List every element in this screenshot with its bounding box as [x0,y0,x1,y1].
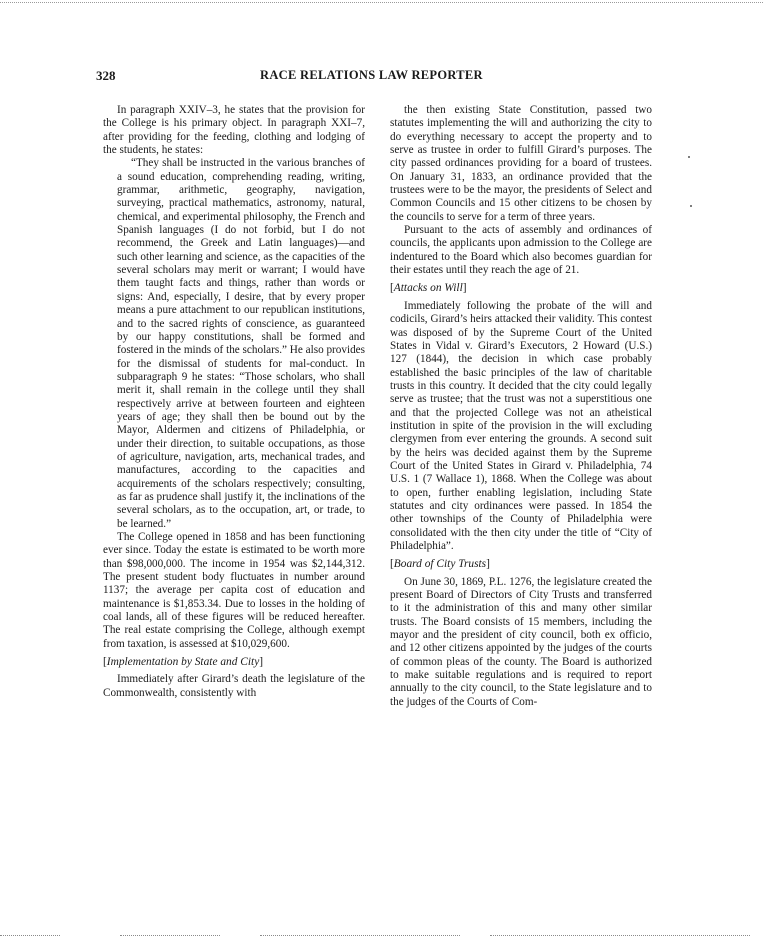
right-column [390,104,652,709]
paragraph: the then existing State Constitution, passed two statutes implementing the will and authorizing the city to do everything necessary to accept the property and to serve as trustee in order to fulfill Girard’s purposes. The city passed ordinances providing for a board of trustees. On January 31, 1833, an ordinance provided that the trustees were to be the mayor, the presidents of Select and Common Councils and 15 other citizens to be chosen by the councils to serve for a term of three years. [390,104,652,223]
paragraph: The College opened in 1858 and has been functioning ever since. Today the estate is estimated to be worth more than $98,000,000. The income in 1954 was $2,144,312. The present student body fluctuates in number around 1137; the average per capita cost of education and maintenance is $1,853.34. Due to losses in the holding of coal lands, all of these figures will be reduced hereafter. The real estate comprising the College, although exempt from taxation, is assessed at $10,029,600. [103,531,365,650]
bottom-scan-line [490,935,750,936]
section-heading: [Board of City Trusts] [390,558,490,571]
page-number: 328 [96,68,116,83]
section-heading-text: Attacks on Will [393,282,463,295]
left-column [103,104,365,700]
paragraph: Pursuant to the acts of assembly and ordinances of councils, the applicants upon admission to the College are indentured to the Board which also becomes guardian for their estates until they reach the age of 21. [390,224,652,277]
bottom-scan-line [0,935,60,936]
scan-speck [688,156,690,158]
running-title: RACE RELATIONS LAW REPORTER [260,68,483,82]
bottom-scan-line [260,935,460,936]
page-header [0,68,763,84]
section-heading-text: Board of City Trusts [393,558,487,571]
section-heading: [Attacks on Will] [390,282,467,295]
section-heading-text: Implementation by State and City [106,656,260,669]
top-border-dots [0,2,763,3]
scan-speck [690,205,692,207]
paragraph: Immediately following the probate of the will and codicils, Girard’s heirs attacked their validity. This contest was disposed of by the Supreme Court of the United States in Vidal v. Girard’s Executors, 2 Howard (U.S.) 127 (1844), the decision in which case probably established the basic principles of the law of charitable trusts in this country. It decided that the city could legally serve as trustee; that the trust was not a superstitious one and that the projected College was not an atheistical institution in spite of the provision in the will excluding clergymen from ever entering the grounds. A second suit by the heirs was decided against them by the Supreme Court of the United States in Girard v. Philadelphia, 74 U.S. 1 (7 Wallace 1), 1868. When the College was about to open, further enabling legislation, including State statutes and city ordinances were passed. In 1854 the other townships of the County of Philadelphia were consolidated with the then city under the title of “City of Philadelphia”. [390,299,652,552]
block-quote: “They shall be instructed in the various branches of a sound education, comprehending reading, writing, grammar, arithmetic, geography, navigation, surveying, practical mathematics, astronomy, natural, chemical, and experimental philosophy, the French and Spanish languages (I do not forbid, but I do not recommend, the Greek and Latin languages)—and such other learning and science, as the capacities of the several scholars may merit or warrant; I would have them taught facts and things, rather than words or signs: And, especially, I desire, that by every proper means a pure attachment to our republican institutions, and to the sacred rights of conscience, as guaranteed by our happy constitutions, shall be formed and fostered in the minds of the scholars.” He also provides for the dismissal of students for mal-conduct. In subparagraph 9 he states: “Those scholars, who shall merit it, shall remain in the college until they shall respectively arrive at between fourteen and eighteen years of age; they shall then be bound out by the Mayor, Aldermen and citizens of Philadelphia, or under their direction, to suitable occupations, as those of agriculture, navigation, arts, mechanical trades, and manufactures, according to the capacities and acquirements of the scholars respectively; consulting, as far as prudence shall justify it, the inclinations of the several scholars, as to the occupation, art, or trade, to be learned.” [117,157,365,530]
paragraph: Immediately after Girard’s death the legislature of the Commonwealth, consistently with [103,673,365,699]
paragraph: In paragraph XXIV–3, he states that the provision for the College is his primary object. In paragraph XXI–7, after providing for the feeding, clothing and lodging of the students, he states: [103,104,365,157]
paragraph: On June 30, 1869, P.L. 1276, the legislature created the present Board of Directors of City Trusts and transferred to it the administration of this and many other similar trusts. The Board consists of 15 members, including the mayor and the president of city council, both ex officio, and 12 other citizens appointed by the judges of the courts of common pleas of the county. The Board is authorized to make suitable regulations and is required to report annually to the city council, to the State legislature and to the judges of the Courts of Com- [390,575,652,708]
section-heading: [Implementation by State and City] [103,656,264,669]
bottom-scan-line [120,935,220,936]
